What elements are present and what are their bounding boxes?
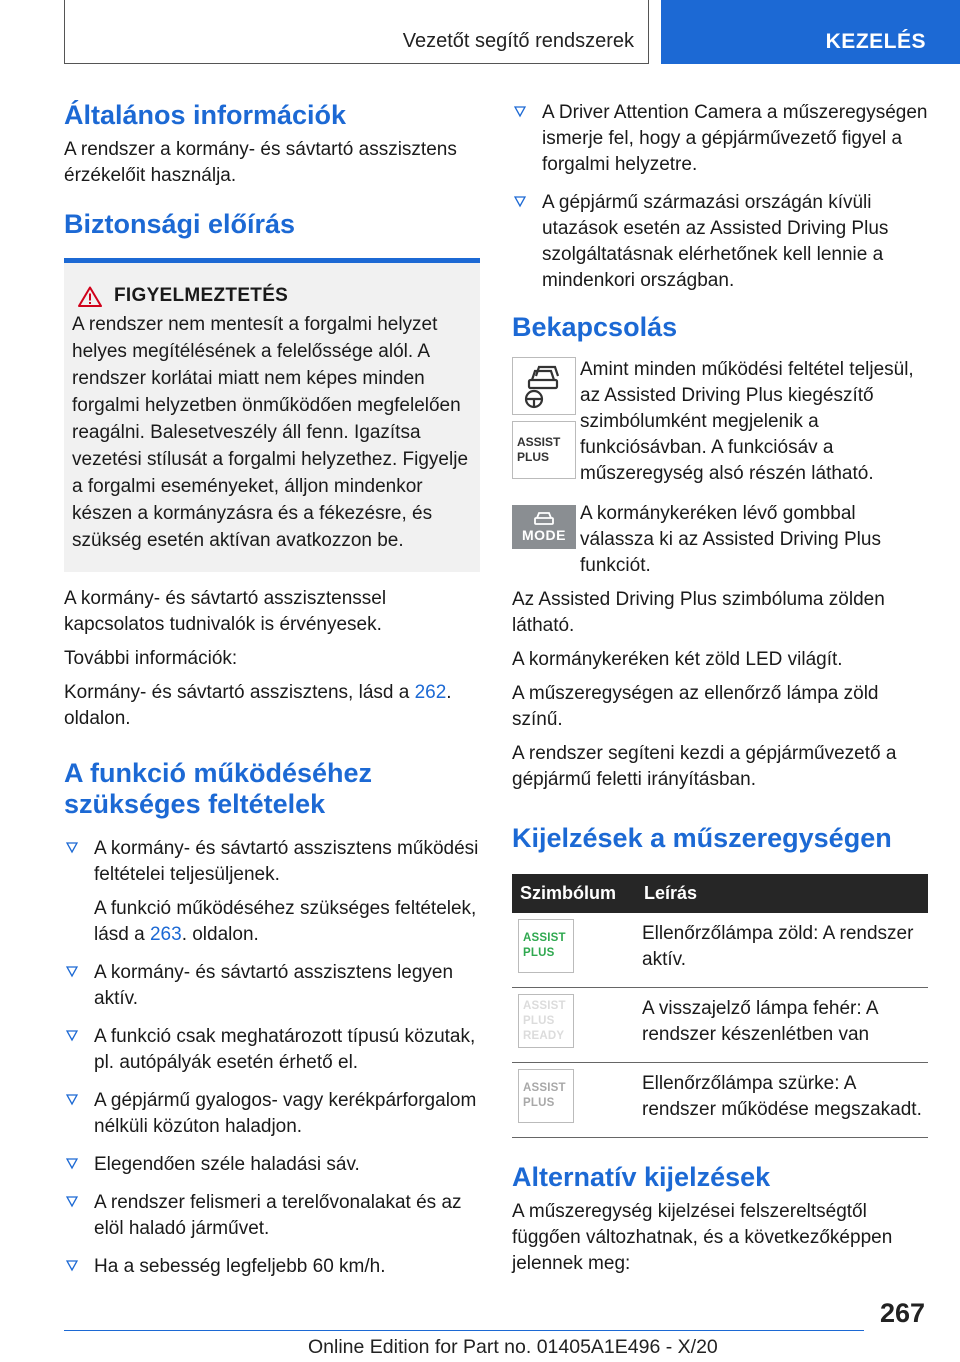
list-item <box>512 190 928 294</box>
mode-text: A kormánykeréken lévő gombbal válassza ki az Assisted Driving Plus funkciót. <box>580 503 881 576</box>
activation-section <box>512 312 928 793</box>
alternative-heading: Alternatív kijelzések <box>512 1162 771 1192</box>
bullet-triangle-icon <box>66 1260 78 1272</box>
bullet-triangle-icon <box>66 1094 78 1106</box>
list-item-text: A funkció csak meghatározott típusú közutak, pl. autópályák esetén érhető el. <box>94 1026 476 1073</box>
list-item <box>64 1254 480 1280</box>
page-link-263[interactable]: 263 <box>149 924 182 945</box>
driving-assist-symbol <box>512 357 576 415</box>
footer-rule <box>64 1330 864 1331</box>
activation-icon-column <box>512 357 576 479</box>
bullet-triangle-icon <box>514 196 526 208</box>
activation-p4: A rendszer segíteni kezdi a gépjárművezető a gépjármű feletti irányításban. <box>512 743 897 790</box>
description-cell: Ellenőrzőlámpa szürke: A rendszer működése megszakadt. <box>636 1063 928 1138</box>
description-cell: Ellenőrzőlámpa zöld: A rendszer aktív. <box>636 913 928 988</box>
table-row <box>512 988 928 1063</box>
general-info-section <box>64 100 480 189</box>
list-item-text: A gépjármű gyalogos- vagy kerékpárforgalom nélküli közúton haladjon. <box>94 1090 477 1137</box>
indicator-label-line: PLUS <box>523 1097 555 1109</box>
right-column <box>512 100 928 1277</box>
more-info-label: További információk: <box>64 648 238 669</box>
warning-box <box>64 258 480 572</box>
bullet-triangle-icon <box>66 1158 78 1170</box>
list-item-subtext <box>94 896 480 948</box>
assist-plus-indicator <box>518 919 574 973</box>
activation-p3: A műszeregységen az ellenőrző lámpa zöld színű. <box>512 683 879 730</box>
list-item <box>64 1024 480 1076</box>
symbol-cell <box>512 1063 636 1138</box>
page-link-262[interactable]: 262 <box>414 682 447 703</box>
left-column <box>64 100 480 1292</box>
bullet-triangle-icon <box>66 1030 78 1042</box>
alternative-section <box>512 1162 928 1277</box>
assist-label-line1: ASSIST <box>517 435 561 449</box>
list-item <box>64 1190 480 1242</box>
cross-reference-prefix: Kormány- és sávtartó asszisztens, lásd a <box>64 682 415 703</box>
indicator-label-line: ASSIST <box>523 1082 566 1094</box>
description-cell: A visszajelző lámpa fehér: A rendszer készenlétben van <box>636 988 928 1063</box>
list-item <box>512 100 928 178</box>
mode-button-row <box>512 501 928 579</box>
symbol-table-body <box>512 913 928 1138</box>
general-info-text: A rendszer a kormány- és sávtartó asszisztens érzékelőit használja. <box>64 139 457 186</box>
indicator-label-line: PLUS <box>523 947 555 959</box>
displays-section <box>512 823 928 1138</box>
warning-title: FIGYELMEZTETÉS <box>114 285 289 306</box>
list-item-text: A kormány- és sávtartó asszisztens működési feltételei teljesüljenek. <box>94 838 479 885</box>
cross-reference <box>64 680 480 732</box>
table-row <box>512 1063 928 1138</box>
mode-label: MODE <box>522 527 566 543</box>
table-header-row <box>512 874 928 913</box>
list-item-text: Ha a sebesség legfeljebb 60 km/h. <box>94 1256 386 1277</box>
assist-plus-label <box>517 435 560 465</box>
requirements-section <box>64 758 480 1280</box>
list-item-text: A Driver Attention Camera a műszeregységen ismerje fel, hogy a gépjárművezető figyel a forgalmi helyzetre. <box>542 102 928 175</box>
assist-plus-indicator <box>518 1069 574 1123</box>
table-row <box>512 913 928 988</box>
activation-symbol-text: Amint minden működési feltétel teljesül, az Assisted Driving Plus kiegészítő szimbólumként megjelenik a funkciósávban. A funkciósáv a műszeregység alsó részén látható. <box>580 359 914 484</box>
general-info-heading: Általános információk <box>64 100 347 130</box>
header-badge-box <box>661 0 960 64</box>
list-item-text: Elegendően széle haladási sáv. <box>94 1154 360 1175</box>
cars-steering-wheel-icon <box>518 362 570 410</box>
alternative-text: A műszeregység kijelzései felszereltségtől függően változhatnak, és a következőképpen jelennek meg: <box>512 1201 893 1274</box>
activation-icons-row <box>512 357 928 487</box>
indicator-label-line: ASSIST <box>523 932 566 944</box>
page-number: 267 <box>880 1298 926 1328</box>
list-item-text: A kormány- és sávtartó asszisztens legyen aktív. <box>94 962 454 1009</box>
indicator-label-line: PLUS <box>523 1014 555 1027</box>
col-symbol-header: Szimbólum <box>512 874 636 913</box>
footer-edition: Online Edition for Part no. 01405A1E496 - X/20 <box>308 1336 718 1358</box>
mode-button-symbol <box>512 505 576 549</box>
mode-icon-column <box>512 501 576 549</box>
activation-p1: Az Assisted Driving Plus szimbóluma zölden látható. <box>512 589 885 636</box>
warning-header <box>72 285 470 307</box>
assist-plus-symbol <box>512 421 576 479</box>
section-badge: KEZELÉS <box>825 30 926 53</box>
symbol-table <box>512 874 928 1138</box>
safety-note: A kormány- és sávtartó asszisztenssel kapcsolatos tudnivalók is érvényesek. <box>64 588 387 635</box>
list-item-text: A gépjármű származási országán kívüli utazások esetén az Assisted Driving Plus szolgáltatásnak elérhetőnek kell lennie a mindenkori országban. <box>542 192 889 291</box>
page-header <box>0 0 960 66</box>
safety-heading: Biztonsági előírás <box>64 209 296 239</box>
activation-p2: A kormánykeréken két zöld LED világít. <box>512 649 843 670</box>
warning-text: A rendszer nem mentesít a forgalmi helyzet helyes megítélésének a felelőssége alól. A rendszer korlátai miatt nem képes minden forgalmi helyzetben önműködően megfelelően reagálni. Balesetveszély áll fenn. Igazítsa vezetési stílusát a forgalmi helyzethez. Figyelje a forgalmi eseményeket, álljon mindenkor készen a kormányzásra és a fékezésre, és szükség esetén aktívan avatkozzon be. <box>72 314 469 551</box>
bullet-triangle-icon <box>66 842 78 854</box>
displays-heading: Kijelzések a műszeregységen <box>512 823 892 853</box>
list-item-text: A rendszer felismeri a terelővonalakat és az elöl haladó járművet. <box>94 1192 462 1239</box>
col-desc-header: Leírás <box>636 874 928 913</box>
activation-heading: Bekapcsolás <box>512 312 678 342</box>
requirements-list <box>64 836 480 1280</box>
symbol-cell <box>512 913 636 988</box>
warning-triangle-icon <box>78 286 102 307</box>
assist-label-line2: PLUS <box>517 450 550 464</box>
car-mode-icon <box>531 511 557 527</box>
bullet-triangle-icon <box>66 1196 78 1208</box>
cross-reference-suffix: . oldalon. <box>64 682 452 729</box>
subtext-prefix: A funkció működéséhez szükséges feltételek, lásd a <box>94 898 477 945</box>
assist-plus-indicator <box>518 994 574 1048</box>
bullet-triangle-icon <box>514 106 526 118</box>
symbol-cell <box>512 988 636 1063</box>
indicator-label-line: READY <box>523 1029 565 1042</box>
chapter-title: Vezetőt segítő rendszerek <box>402 30 634 52</box>
header-title-box <box>64 0 649 64</box>
safety-section <box>64 209 480 732</box>
conditions-list-cont <box>512 100 928 294</box>
list-item <box>64 1088 480 1140</box>
indicator-label-line: ASSIST <box>523 999 566 1012</box>
subtext-suffix: . oldalon. <box>181 924 259 945</box>
list-item <box>64 960 480 1012</box>
bullet-triangle-icon <box>66 966 78 978</box>
list-item <box>64 1152 480 1178</box>
list-item <box>64 836 480 948</box>
requirements-heading: A funkció működéséhez szükséges feltételek <box>64 758 373 819</box>
